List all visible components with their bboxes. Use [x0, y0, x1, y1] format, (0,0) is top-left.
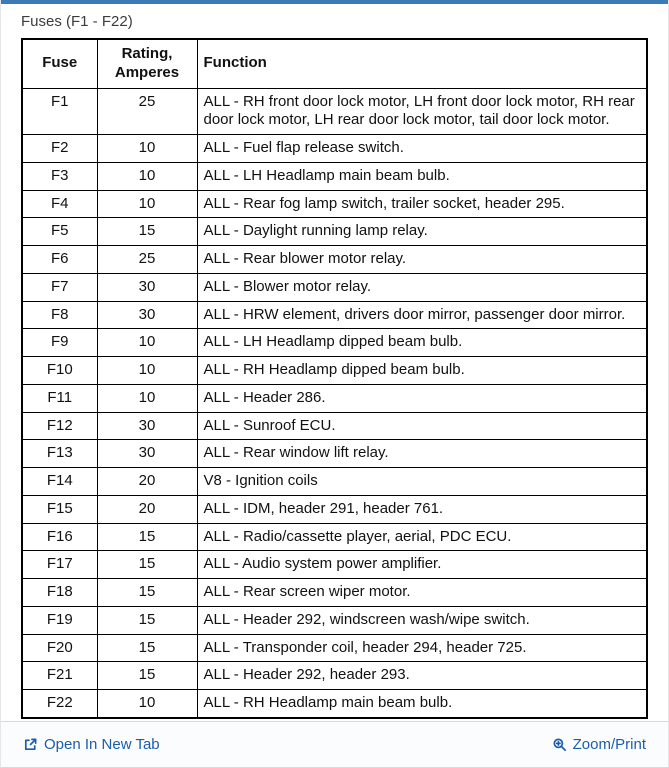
- table-row: [22, 384, 647, 412]
- fuse-table-head: [22, 39, 647, 88]
- function-cell: ALL - RH Headlamp dipped beam bulb.: [197, 357, 647, 385]
- footer-bar: [1, 721, 668, 767]
- function-cell: ALL - Header 286.: [197, 384, 647, 412]
- fuse-id-cell: F10: [22, 357, 97, 385]
- fuse-table-body: [22, 88, 647, 718]
- table-row: [22, 190, 647, 218]
- table-row: [22, 662, 647, 690]
- table-row: [22, 551, 647, 579]
- zoom-print-link[interactable]: [552, 736, 646, 753]
- rating-cell: 25: [97, 88, 197, 135]
- fuse-id-cell: F18: [22, 579, 97, 607]
- rating-cell: 15: [97, 218, 197, 246]
- open-in-new-tab-link[interactable]: [23, 736, 160, 753]
- rating-cell: 20: [97, 495, 197, 523]
- header-row: [22, 39, 647, 88]
- fuse-id-cell: F9: [22, 329, 97, 357]
- rating-cell: 10: [97, 384, 197, 412]
- zoom-plus-icon: [552, 737, 567, 752]
- function-cell: V8 - Ignition coils: [197, 468, 647, 496]
- function-cell: ALL - Header 292, header 293.: [197, 662, 647, 690]
- zoom-print-label: Zoom/Print: [572, 736, 646, 753]
- rating-cell: 10: [97, 690, 197, 718]
- open-in-new-tab-label: Open In New Tab: [44, 736, 160, 753]
- fuse-id-cell: F21: [22, 662, 97, 690]
- table-row: [22, 412, 647, 440]
- rating-cell: 10: [97, 135, 197, 163]
- function-cell: ALL - Rear screen wiper motor.: [197, 579, 647, 607]
- rating-cell: 15: [97, 634, 197, 662]
- rating-cell: 30: [97, 412, 197, 440]
- rating-cell: 20: [97, 468, 197, 496]
- function-cell: ALL - IDM, header 291, header 761.: [197, 495, 647, 523]
- header-fuse: Fuse: [22, 39, 97, 88]
- fuse-table-container: [1, 38, 668, 721]
- rating-cell: 10: [97, 357, 197, 385]
- function-cell: ALL - Daylight running lamp relay.: [197, 218, 647, 246]
- fuse-table: [21, 38, 648, 719]
- fuse-id-cell: F3: [22, 162, 97, 190]
- fuse-id-cell: F22: [22, 690, 97, 718]
- fuse-id-cell: F13: [22, 440, 97, 468]
- rating-cell: 15: [97, 662, 197, 690]
- header-function: Function: [197, 39, 647, 88]
- fuse-id-cell: F19: [22, 606, 97, 634]
- function-cell: ALL - Transponder coil, header 294, header 725.: [197, 634, 647, 662]
- fuse-id-cell: F12: [22, 412, 97, 440]
- function-cell: ALL - Audio system power amplifier.: [197, 551, 647, 579]
- fuse-id-cell: F16: [22, 523, 97, 551]
- table-row: [22, 523, 647, 551]
- table-row: [22, 162, 647, 190]
- function-cell: ALL - Radio/cassette player, aerial, PDC ECU.: [197, 523, 647, 551]
- table-row: [22, 246, 647, 274]
- rating-cell: 10: [97, 329, 197, 357]
- rating-cell: 25: [97, 246, 197, 274]
- function-cell: ALL - Rear window lift relay.: [197, 440, 647, 468]
- fuse-id-cell: F5: [22, 218, 97, 246]
- open-in-new-tab-icon: [23, 737, 38, 752]
- function-cell: ALL - HRW element, drivers door mirror, passenger door mirror.: [197, 301, 647, 329]
- function-cell: ALL - LH Headlamp dipped beam bulb.: [197, 329, 647, 357]
- table-row: [22, 218, 647, 246]
- rating-cell: 10: [97, 190, 197, 218]
- fuse-id-cell: F6: [22, 246, 97, 274]
- table-row: [22, 495, 647, 523]
- function-cell: ALL - Header 292, windscreen wash/wipe switch.: [197, 606, 647, 634]
- page-title: Fuses (F1 - F22): [21, 13, 133, 30]
- table-row: [22, 579, 647, 607]
- fuse-id-cell: F7: [22, 273, 97, 301]
- rating-cell: 15: [97, 551, 197, 579]
- function-cell: ALL - RH Headlamp main beam bulb.: [197, 690, 647, 718]
- fuse-id-cell: F8: [22, 301, 97, 329]
- rating-cell: 15: [97, 523, 197, 551]
- fuse-id-cell: F4: [22, 190, 97, 218]
- function-cell: ALL - Fuel flap release switch.: [197, 135, 647, 163]
- fuse-id-cell: F17: [22, 551, 97, 579]
- rating-cell: 15: [97, 606, 197, 634]
- rating-cell: 10: [97, 162, 197, 190]
- table-row: [22, 606, 647, 634]
- table-row: [22, 273, 647, 301]
- table-row: [22, 634, 647, 662]
- fuse-id-cell: F15: [22, 495, 97, 523]
- function-cell: ALL - RH front door lock motor, LH front door lock motor, RH rear door lock motor, LH rear door lock motor, tail door lock motor.: [197, 88, 647, 135]
- rating-cell: 30: [97, 440, 197, 468]
- fuse-id-cell: F1: [22, 88, 97, 135]
- table-row: [22, 357, 647, 385]
- header-rating-amperes: Rating, Amperes: [97, 39, 197, 88]
- table-row: [22, 468, 647, 496]
- function-cell: ALL - Sunroof ECU.: [197, 412, 647, 440]
- rating-cell: 15: [97, 579, 197, 607]
- fuse-id-cell: F11: [22, 384, 97, 412]
- fuse-id-cell: F2: [22, 135, 97, 163]
- table-row: [22, 135, 647, 163]
- function-cell: ALL - Rear fog lamp switch, trailer socket, header 295.: [197, 190, 647, 218]
- function-cell: ALL - Blower motor relay.: [197, 273, 647, 301]
- table-row: [22, 690, 647, 718]
- fuse-id-cell: F14: [22, 468, 97, 496]
- function-cell: ALL - Rear blower motor relay.: [197, 246, 647, 274]
- fuse-id-cell: F20: [22, 634, 97, 662]
- table-row: [22, 329, 647, 357]
- table-row: [22, 440, 647, 468]
- function-cell: ALL - LH Headlamp main beam bulb.: [197, 162, 647, 190]
- rating-cell: 30: [97, 301, 197, 329]
- table-row: [22, 301, 647, 329]
- rating-cell: 30: [97, 273, 197, 301]
- table-row: [22, 88, 647, 135]
